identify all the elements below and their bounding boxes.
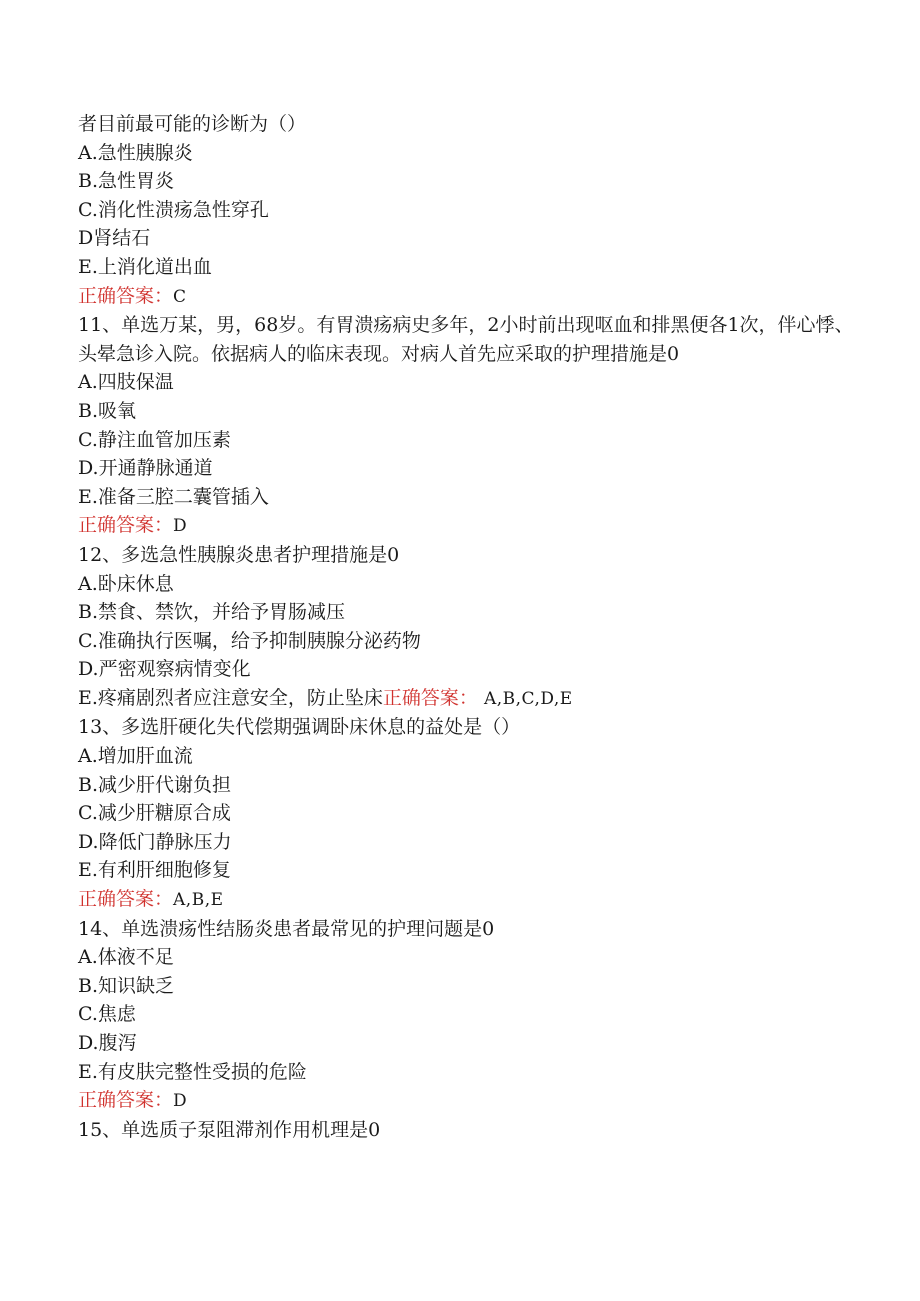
option-e-with-answer: [78, 684, 858, 714]
option-c: C.消化性溃疡急性穿孔: [78, 198, 269, 221]
option-a: A.体液不足: [78, 946, 174, 969]
option-c: C.静注血管加压素: [78, 428, 231, 451]
option-e: E.准备三腔二囊管插入: [78, 485, 269, 508]
option-e: E.有皮肤完整性受损的危险: [78, 1060, 307, 1083]
answer-value: A,B,E: [173, 890, 224, 911]
question-stem-tail: 者目前最可能的诊断为（）: [78, 113, 307, 135]
option-e: E.有利肝细胞修复: [78, 859, 231, 882]
option-c: C.焦虑: [78, 1003, 136, 1026]
option-d: D.腹泻: [78, 1032, 137, 1054]
answer-value: C: [173, 286, 187, 307]
option-a: A.四肢保温: [78, 371, 174, 394]
option-b: B.吸氧: [78, 399, 137, 422]
question-13-stem: 13、多选肝硬化失代偿期强调卧床休息的益处是（）: [78, 716, 521, 739]
option-b: B.知识缺乏: [78, 974, 175, 997]
option-d: D.降低门静脉压力: [78, 830, 232, 853]
question-15-stem: 15、单选质子泵阻滞剂作用机理是0: [78, 1118, 381, 1141]
option-a: A.急性胰腺炎: [78, 141, 193, 164]
answer-line: [78, 1086, 858, 1116]
answer-value: D: [173, 516, 188, 537]
answer-line: [78, 885, 858, 915]
option-d: D.严密观察病情变化: [78, 658, 251, 681]
answer-value: D: [173, 1091, 188, 1112]
option-a: A.增加肝血流: [78, 745, 193, 768]
option-d: D.开通静脉通道: [78, 457, 213, 480]
answer-label: 正确答案：: [78, 514, 174, 537]
answer-line: [78, 282, 858, 312]
question-11-stem: 11、单选万某，男，68岁。有胃溃疡病史多年，2小时前出现呕血和排黑便各1次，伴心悸、头晕急诊入院。依据病人的临床表现。对病人首先应采取的护理措施是0: [78, 314, 854, 365]
answer-line: [78, 511, 858, 541]
option-e: E.上消化道出血: [78, 255, 212, 278]
answer-label: 正确答案：: [78, 1089, 174, 1112]
answer-label: 正确答案：: [78, 284, 174, 307]
answer-label: 正确答案：: [382, 686, 478, 709]
option-c: C.准确执行医嘱，给予抑制胰腺分泌药物: [78, 629, 421, 652]
option-b: B.急性胃炎: [78, 170, 175, 193]
question-14-stem: 14、单选溃疡性结肠炎患者最常见的护理问题是0: [78, 917, 495, 940]
option-e: E.疼痛剧烈者应注意安全，防止坠床: [78, 686, 383, 709]
option-a: A.卧床休息: [78, 572, 174, 595]
question-12-stem: 12、多选急性胰腺炎患者护理措施是0: [78, 543, 400, 566]
option-b: B.禁食、禁饮，并给予胃肠减压: [78, 601, 346, 624]
option-b: B.减少肝代谢负担: [78, 773, 232, 796]
option-c: C.减少肝糖原合成: [78, 802, 231, 825]
document-body: [78, 110, 858, 1144]
option-d: D肾结石: [78, 227, 151, 250]
answer-value: A,B,C,D,E: [483, 688, 573, 709]
answer-label: 正确答案：: [78, 888, 174, 911]
